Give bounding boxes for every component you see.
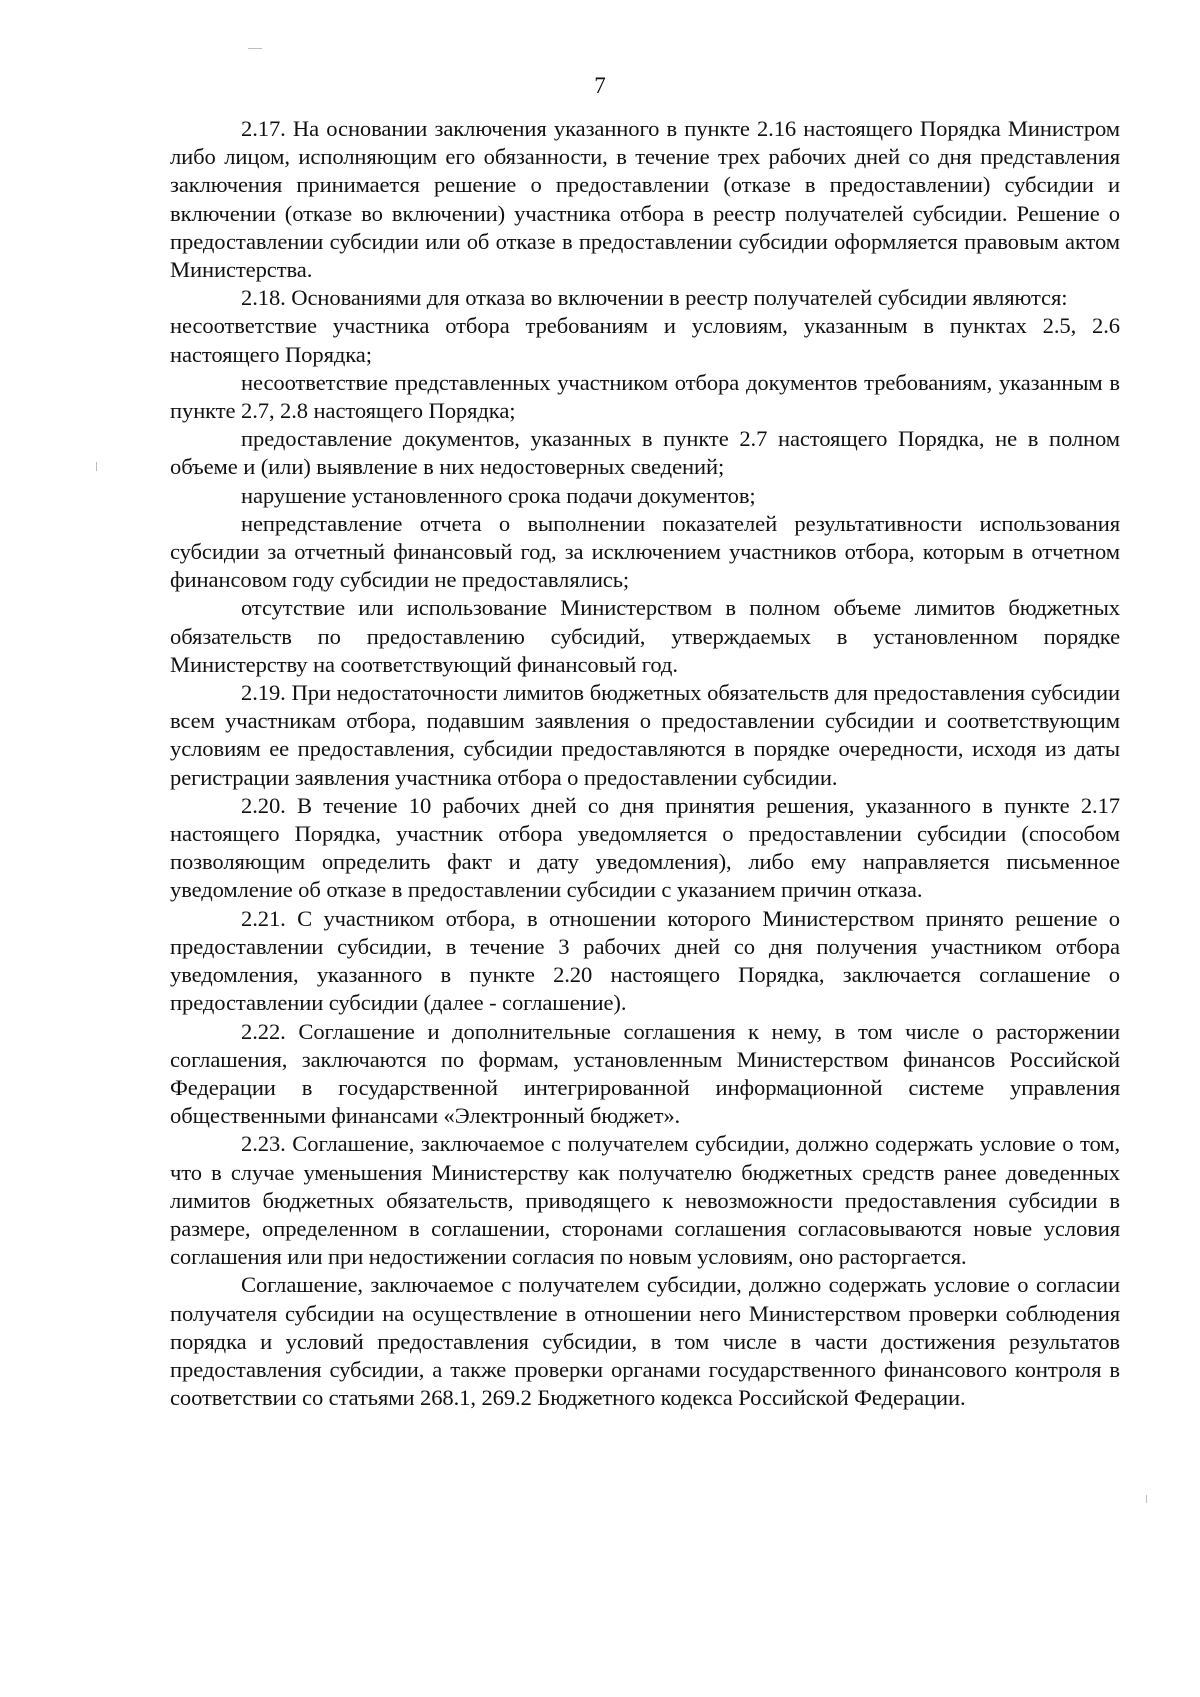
paragraph-2-18-item-2: несоответствие представленных участником отбора документов требованиям, указанным в пункте 2.7, 2.8 настоящего Порядка; <box>170 369 1120 424</box>
document-body <box>170 115 1120 1412</box>
paragraph-2-18-item-5: непредставление отчета о выполнении показателей результативности использования субсидии за отчетный финансовый год, за исключением участников отбора, которым в отчетном финансовом году субсидии не предоставлялись; <box>170 510 1120 593</box>
paragraph-2-18-item-3: предоставление документов, указанных в пункте 2.7 настоящего Порядка, не в полном объеме и (или) выявление в них недостоверных сведений; <box>170 426 1120 480</box>
scan-speck <box>248 48 262 49</box>
page-number: 7 <box>594 73 606 98</box>
paragraph-2-23-continuation: Соглашение, заключаемое с получателем субсидии, должно содержать условие о согласии получателя субсидии на осуществление в отношении него Министерством проверки соблюдения порядка и условий предоставления субсидии, в том числе в части достижения результатов предоставления субсидии, а также проверки органами государственного финансового контроля в соответствии со статьями 268.1, 269.2 Бюджетного кодекса Российской Федерации. <box>170 1272 1120 1411</box>
paragraph-2-18-item-4: нарушение установленного срока подачи документов; <box>241 482 756 508</box>
paragraph-2-20: 2.20. В течение 10 рабочих дней со дня принятия решения, указанного в пункте 2.17 настоящего Порядка, участник отбора уведомляется о предоставлении субсидии (способом позволяющим определить факт и дату уведомления), либо ему направляется письменное уведомление об отказе в предоставлении субсидии с указанием причин отказа. <box>170 792 1120 903</box>
paragraph-2-21: 2.21. С участником отбора, в отношении которого Министерством принято решение о предоставлении субсидии, в течение 3 рабочих дней со дня получения участником отбора уведомления, указанного в пункте 2.20 настоящего Порядка, заключается соглашение о предоставлении субсидии (далее - соглашение). <box>170 905 1120 1016</box>
scan-speck <box>96 462 97 471</box>
paragraph-2-18-item-6: отсутствие или использование Министерством в полном объеме лимитов бюджетных обязательств по предоставлению субсидий, утверждаемых в установленном порядке Министерству на соответствующий финансовый год. <box>170 595 1120 677</box>
paragraph-2-19: 2.19. При недостаточности лимитов бюджетных обязательств для предоставления субсидии всем участникам отбора, подавшим заявления о предоставлении субсидии и соответствующим условиям ее предоставления, субсидии предоставляются в порядке очередности, исходя из даты регистрации заявления участника отбора о предоставлении субсидии. <box>170 680 1120 790</box>
paragraph-2-18-item-1: несоответствие участника отбора требованиям и условиям, указанным в пунктах 2.5, 2.6 настоящего Порядка; <box>170 313 1120 367</box>
paragraph-2-22: 2.22. Соглашение и дополнительные соглашения к нему, в том числе о расторжении соглашения, заключаются по формам, установленным Министерством финансов Российской Федерации в государственной интегрированной информационной системе управления общественными финансами «Электронный бюджет». <box>170 1018 1120 1129</box>
scan-speck <box>1146 1495 1147 1503</box>
paragraph-2-18: 2.18. Основаниями для отказа во включении в реестр получателей субсидии являются: <box>241 285 1068 311</box>
paragraph-2-23: 2.23. Соглашение, заключаемое с получателем субсидии, должно содержать условие о том, что в случае уменьшения Министерству как получателю бюджетных средств ранее доведенных лимитов бюджетных обязательств, приводящего к невозможности предоставления субсидии в размере, определенном в соглашении, сторонами соглашения согласовываются новые условия соглашения или при недостижении согласия по новым условиям, оно расторгается. <box>170 1131 1120 1270</box>
paragraph-2-17: 2.17. На основании заключения указанного в пункте 2.16 настоящего Порядка Министром либо лицом, исполняющим его обязанности, в течение трех рабочих дней со дня представления заключения принимается решение о предоставлении (отказе в предоставлении) субсидии и включении (отказе во включении) участника отбора в реестр получателей субсидии. Решение о предоставлении субсидии или об отказе в предоставлении субсидии оформляется правовым актом Министерства. <box>170 116 1120 283</box>
